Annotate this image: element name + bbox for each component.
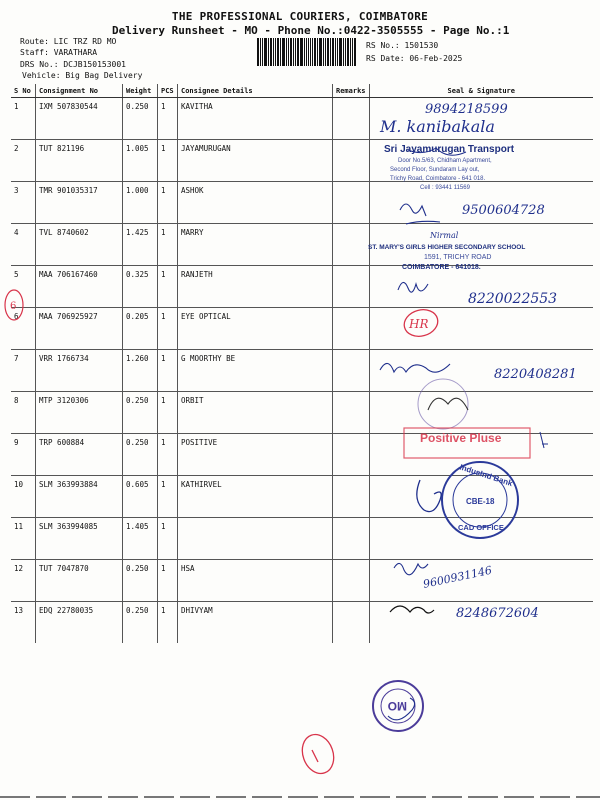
r7-phone: 8220408281	[494, 367, 577, 382]
row-weight: 0.205	[123, 308, 158, 350]
row-weight: 1.000	[123, 182, 158, 224]
bank-seal-mid: CBE-18	[466, 497, 495, 506]
row-pcs: 1	[158, 266, 178, 308]
row-weight: 1.425	[123, 224, 158, 266]
row-sno: 13	[11, 602, 36, 644]
school-stamp-line2: COIMBATORE - 641018.	[402, 264, 481, 271]
row-pcs: 1	[158, 476, 178, 518]
r7-signature	[380, 363, 450, 372]
rs-number: RS No.: 1501530	[366, 41, 439, 50]
row-consignment: EDQ 22780035	[36, 602, 123, 644]
row-consignee: G MOORTHY BE	[178, 350, 333, 392]
row-consignment: MAA 706925927	[36, 308, 123, 350]
header-sno: S No	[11, 84, 36, 98]
row-consignee: RANJETH	[178, 266, 333, 308]
row-sno: 4	[11, 224, 36, 266]
vehicle-label: Vehicle: Big Bag Delivery	[22, 71, 143, 80]
transport-stamp-line1: Door No.5/63, Chidham Apartment,	[398, 158, 492, 164]
bottom-red-oval	[297, 730, 339, 778]
bank-seal-bottom: CAD OFFICE	[458, 523, 504, 532]
row-weight: 0.325	[123, 266, 158, 308]
row-weight: 0.250	[123, 98, 158, 140]
row-consignee: ORBIT	[178, 392, 333, 434]
r4-name: Nirmal	[430, 231, 459, 240]
row-consignee: ASHOK	[178, 182, 333, 224]
row-pcs: 1	[158, 224, 178, 266]
row-consignee: JAYAMURUGAN	[178, 140, 333, 182]
staff-label: Staff: VARATHARA	[20, 48, 98, 57]
r5-signature	[398, 282, 428, 292]
mo-stamp-text: MO	[387, 699, 407, 713]
r13-signature	[390, 606, 434, 613]
row-consignee: DHIVYAM	[178, 602, 333, 644]
row-pcs: 1	[158, 308, 178, 350]
row-pcs: 1	[158, 140, 178, 182]
header-seal: Seal & Signature	[369, 84, 593, 98]
row-consignment: TRP 600884	[36, 434, 123, 476]
row-sno: 8	[11, 392, 36, 434]
row-sno: 11	[11, 518, 36, 560]
row-consignment: MTP 3120306	[36, 392, 123, 434]
row-consignment: SLM 363994085	[36, 518, 123, 560]
r8-round-stamp	[418, 379, 468, 429]
row-pcs: 1	[158, 434, 178, 476]
r10-signature	[417, 480, 441, 512]
row-weight: 0.250	[123, 602, 158, 644]
row6-red-mark: 6	[10, 301, 17, 312]
r1-signature: M. kanibakala	[380, 117, 495, 136]
row-pcs: 1	[158, 98, 178, 140]
row-consignment: MAA 706167460	[36, 266, 123, 308]
row-consignment: TVL 8740602	[36, 224, 123, 266]
company-title: THE PROFESSIONAL COURIERS, COIMBATORE	[171, 10, 429, 23]
row-pcs: 1	[158, 350, 178, 392]
row-consignment: TUT 7047870	[36, 560, 123, 602]
row-consignee: POSITIVE	[178, 434, 333, 476]
r6-initials: HR	[409, 317, 429, 331]
transport-stamp-line3: Trichy Road, Coimbatore - 641 018.	[390, 176, 486, 182]
r9-tick	[540, 432, 548, 448]
row-consignee: MARRY	[178, 224, 333, 266]
row-pcs: 1	[158, 392, 178, 434]
positive-stamp-text: Positive Pluse	[420, 431, 502, 445]
row-pcs: 1	[158, 518, 178, 560]
row-sno: 6	[11, 308, 36, 350]
row-weight: 1.260	[123, 350, 158, 392]
row-weight: 0.250	[123, 434, 158, 476]
r3-phone: 9500604728	[462, 203, 545, 218]
route-label: Route: LIC TRZ RD MO	[20, 37, 117, 46]
row-sno: 1	[11, 98, 36, 140]
row-consignee: KAVITHA	[178, 98, 333, 140]
row-weight: 0.250	[123, 560, 158, 602]
r12-phone: 9600931146	[421, 563, 494, 591]
drs-label: DRS No.: DCJB150153001	[20, 60, 126, 69]
row-consignment: IXM 507830544	[36, 98, 123, 140]
row-sno: 9	[11, 434, 36, 476]
page-bottom-edge	[0, 796, 600, 798]
row-consignment: VRR 1766734	[36, 350, 123, 392]
row-consignment: SLM 363993884	[36, 476, 123, 518]
row-sno: 10	[11, 476, 36, 518]
row-pcs: 1	[158, 602, 178, 644]
header-weight: Weight	[123, 84, 158, 98]
transport-stamp-name: Sri Jayamurugan Transport	[384, 144, 515, 155]
row-sno: 12	[11, 560, 36, 602]
row-weight: 1.005	[123, 140, 158, 182]
r13-phone: 8248672604	[456, 606, 539, 621]
row-pcs: 1	[158, 182, 178, 224]
r5-phone: 8220022553	[468, 291, 558, 307]
header-consignment: Consignment No	[36, 84, 123, 98]
transport-stamp-line4: Cell : 93441 11569	[420, 185, 470, 191]
row-consignment: TUT 821196	[36, 140, 123, 182]
runsheet-title: Delivery Runsheet - MO - Phone No.:0422-3505555 - Page No.:1	[112, 24, 510, 37]
header-consignee: Consignee Details	[178, 84, 333, 98]
row-sno: 2	[11, 140, 36, 182]
row-sno: 5	[11, 266, 36, 308]
header-pcs: PCS	[158, 84, 178, 98]
row-sno: 7	[11, 350, 36, 392]
r1-phone: 9894218599	[425, 102, 508, 117]
school-stamp-line1: 1591, TRICHY ROAD	[424, 254, 492, 261]
r12-signature	[394, 563, 428, 574]
row-weight: 0.605	[123, 476, 158, 518]
row-consignee: EYE OPTICAL	[178, 308, 333, 350]
bottom-red-tick	[312, 750, 318, 762]
row-pcs: 1	[158, 560, 178, 602]
header-remarks: Remarks	[333, 84, 370, 98]
school-stamp-name: ST. MARY'S GIRLS HIGHER SECONDARY SCHOOL	[368, 244, 526, 251]
rs-date: RS Date: 06-Feb-2025	[366, 54, 463, 63]
transport-stamp-line2: Second Floor, Sundaram Lay out,	[390, 167, 480, 173]
row-weight: 0.250	[123, 392, 158, 434]
row-consignee: HSA	[178, 560, 333, 602]
bank-seal-top: IndusInd Bank	[458, 462, 514, 489]
row-weight: 1.405	[123, 518, 158, 560]
r8-signature	[428, 398, 468, 410]
row-consignee: KATHIRVEL	[178, 476, 333, 518]
r3-signature	[400, 204, 440, 224]
row-consignment: TMR 901035317	[36, 182, 123, 224]
row-sno: 3	[11, 182, 36, 224]
